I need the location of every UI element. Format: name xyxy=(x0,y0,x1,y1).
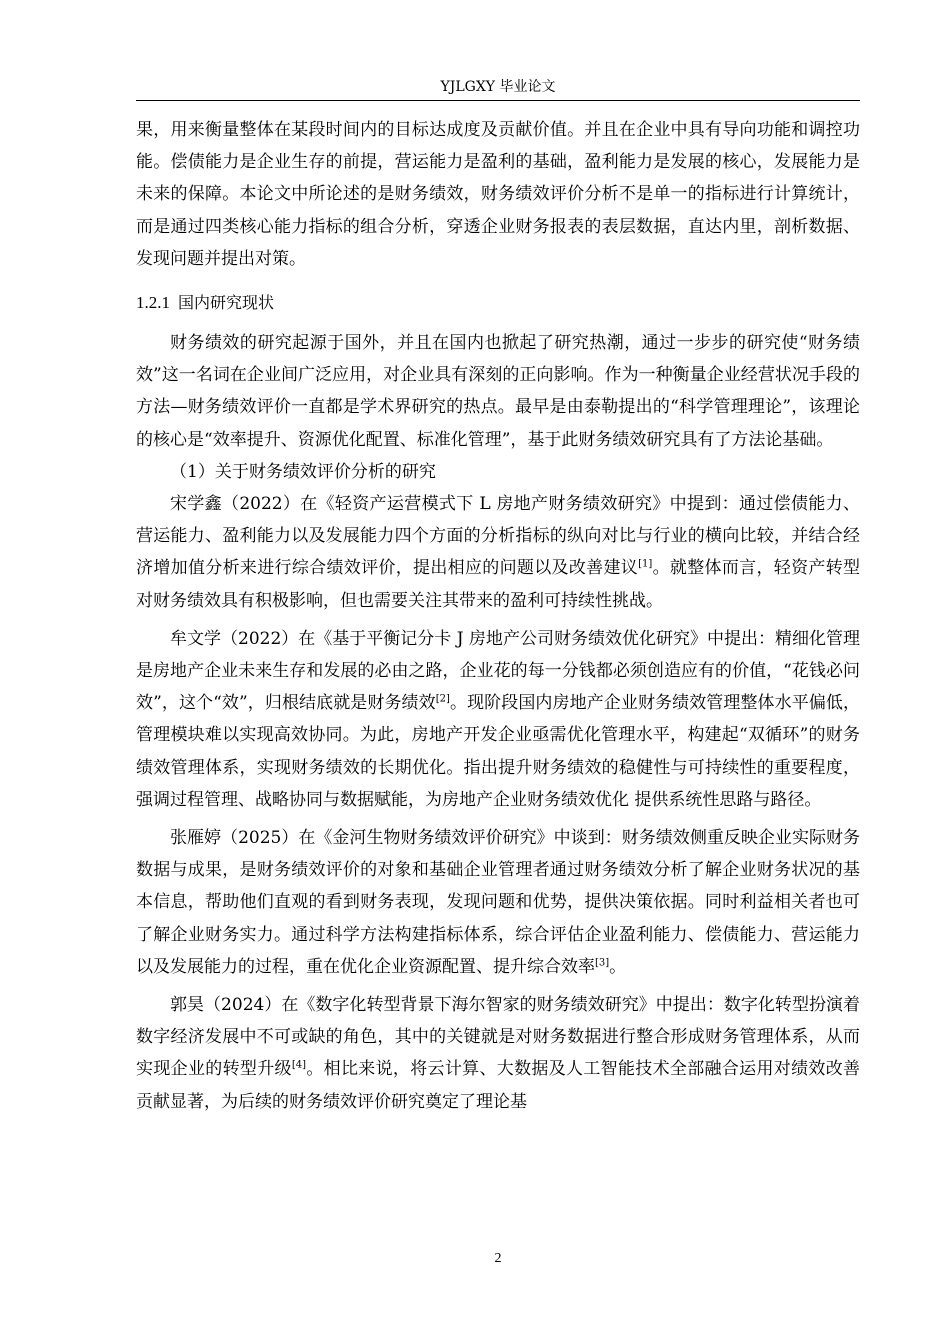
paragraph-continuation: 果，用来衡量整体在某段时间内的目标达成度及贡献价值。并且在企业中具有导向功能和调控功能。偿债能力是企业生存的前提，营运能力是盈利的基础，盈利能力是发展的核心，发展能力是未来的保障。本论文中所论述的是财务绩效，财务绩效评价分析不是单一的指标进行计算统计，而是通过四类核心能力指标的组合分析，穿透企业财务报表的表层数据，直达内里，剖析数据、发现问题并提出对策。 xyxy=(136,120,860,269)
header-rule xyxy=(136,100,860,101)
citation-3: [3] xyxy=(595,957,610,969)
subheading: （1）关于财务绩效评价分析的研究 xyxy=(170,461,436,482)
page-number: 2 xyxy=(494,1251,502,1266)
paragraph-intro: 财务绩效的研究起源于国外，并且在国内也掀起了研究热潮，通过一步步的研究使“财务绩效”这一名词在企业间广泛应用，对企业具有深刻的正向影响。作为一种衡量企业经营状况手段的方法—财务绩效评价一直都是学术界研究的热点。最早是由泰勒提出的“科学管理理论”，该理论的核心是“效率提升、资源优化配置、标准化管理”，基于此财务绩效研究具有了方法论基础。 xyxy=(136,333,860,450)
citation-4: [4] xyxy=(291,1059,306,1071)
section-heading xyxy=(136,287,860,319)
paragraph-song-text-a: 宋学鑫（2022）在《轻资产运营模式下 L 房地产财务绩效研究》中提到：通过偿债能力、营运能力、盈利能力以及发展能力四个方面的分析指标的纵向对比与行业的横向比较，并结合经济增加值分析来进行综合绩效评价，提出相应的问题以及改善建议 xyxy=(136,494,860,579)
section-number: 1.2.1 xyxy=(136,293,170,313)
paragraph-guo xyxy=(136,989,860,1118)
running-header: YJLGXY 毕业论文 xyxy=(440,79,556,95)
paragraph-zhang-text-a: 张雁婷（2025）在《金河生物财务绩效评价研究》中谈到：财务绩效侧重反映企业实际财务数据与成果，是财务绩效评价的对象和基础企业管理者通过财务绩效分析了解企业财务状况的基本信息，帮助他们直观的看到财务表现，发现问题和优势，提供决策依据。同时利益相关者也可了解企业财务实力。通过科学方法构建指标体系，综合评估企业盈利能力、偿债能力、营运能力以及发展能力的过程，重在优化企业资源配置、提升综合效率 xyxy=(136,828,860,977)
paragraph-zhang-text-b: 。 xyxy=(609,956,627,977)
paragraph-mou xyxy=(136,623,860,816)
paragraph-zhang xyxy=(136,822,860,983)
paragraph-song-text-b: 。就整体而言，轻资产转型对财务绩效具有积极影响，但也需要关注其带来的盈利可持续性挑战。 xyxy=(136,558,861,611)
paragraph-mou-text-b: 。现阶段国内房地产企业财务绩效管理整体水平偏低，管理模块难以实现高效协同。为此，房地产开发企业亟需优化管理水平，构建起“双循环”的财务绩效管理体系，实现财务绩效的长期优化。指出提升财务绩效的稳健性与可持续性的重要程度，强调过程管理、战略协同与数据赋能，为房地产企业财务绩效优化 提供系统性思路与路径。 xyxy=(136,693,860,810)
page-body xyxy=(136,114,860,1118)
citation-2: [2] xyxy=(435,693,450,705)
paragraph-mou-text-a: 牟文学（2022）在《基于平衡记分卡 J 房地产公司财务绩效优化研究》中提出：精细化管理是房地产企业未来生存和发展的必由之路，企业花的每一分钱都必须创造应有的价值，“花钱必问效”，这个“效”，归根结底就是财务绩效 xyxy=(136,628,860,714)
paragraph-song xyxy=(136,488,860,617)
section-title: 国内研究现状 xyxy=(178,293,275,313)
paragraph-guo-text-a: 郭昊（2024）在《数字化转型背景下海尔智家的财务绩效研究》中提出：数字化转型扮演着数字经济发展中不可或缺的角色，其中的关键就是对财务数据进行整合形成财务管理体系，从而实现企业的转型升级 xyxy=(136,995,860,1080)
citation-1: [1] xyxy=(638,558,653,570)
paragraph-guo-text-b: 。相比来说，将云计算、大数据及人工智能技术全部融合运用对绩效改善贡献显著，为后续的财务绩效评价研究奠定了理论基 xyxy=(136,1059,861,1112)
